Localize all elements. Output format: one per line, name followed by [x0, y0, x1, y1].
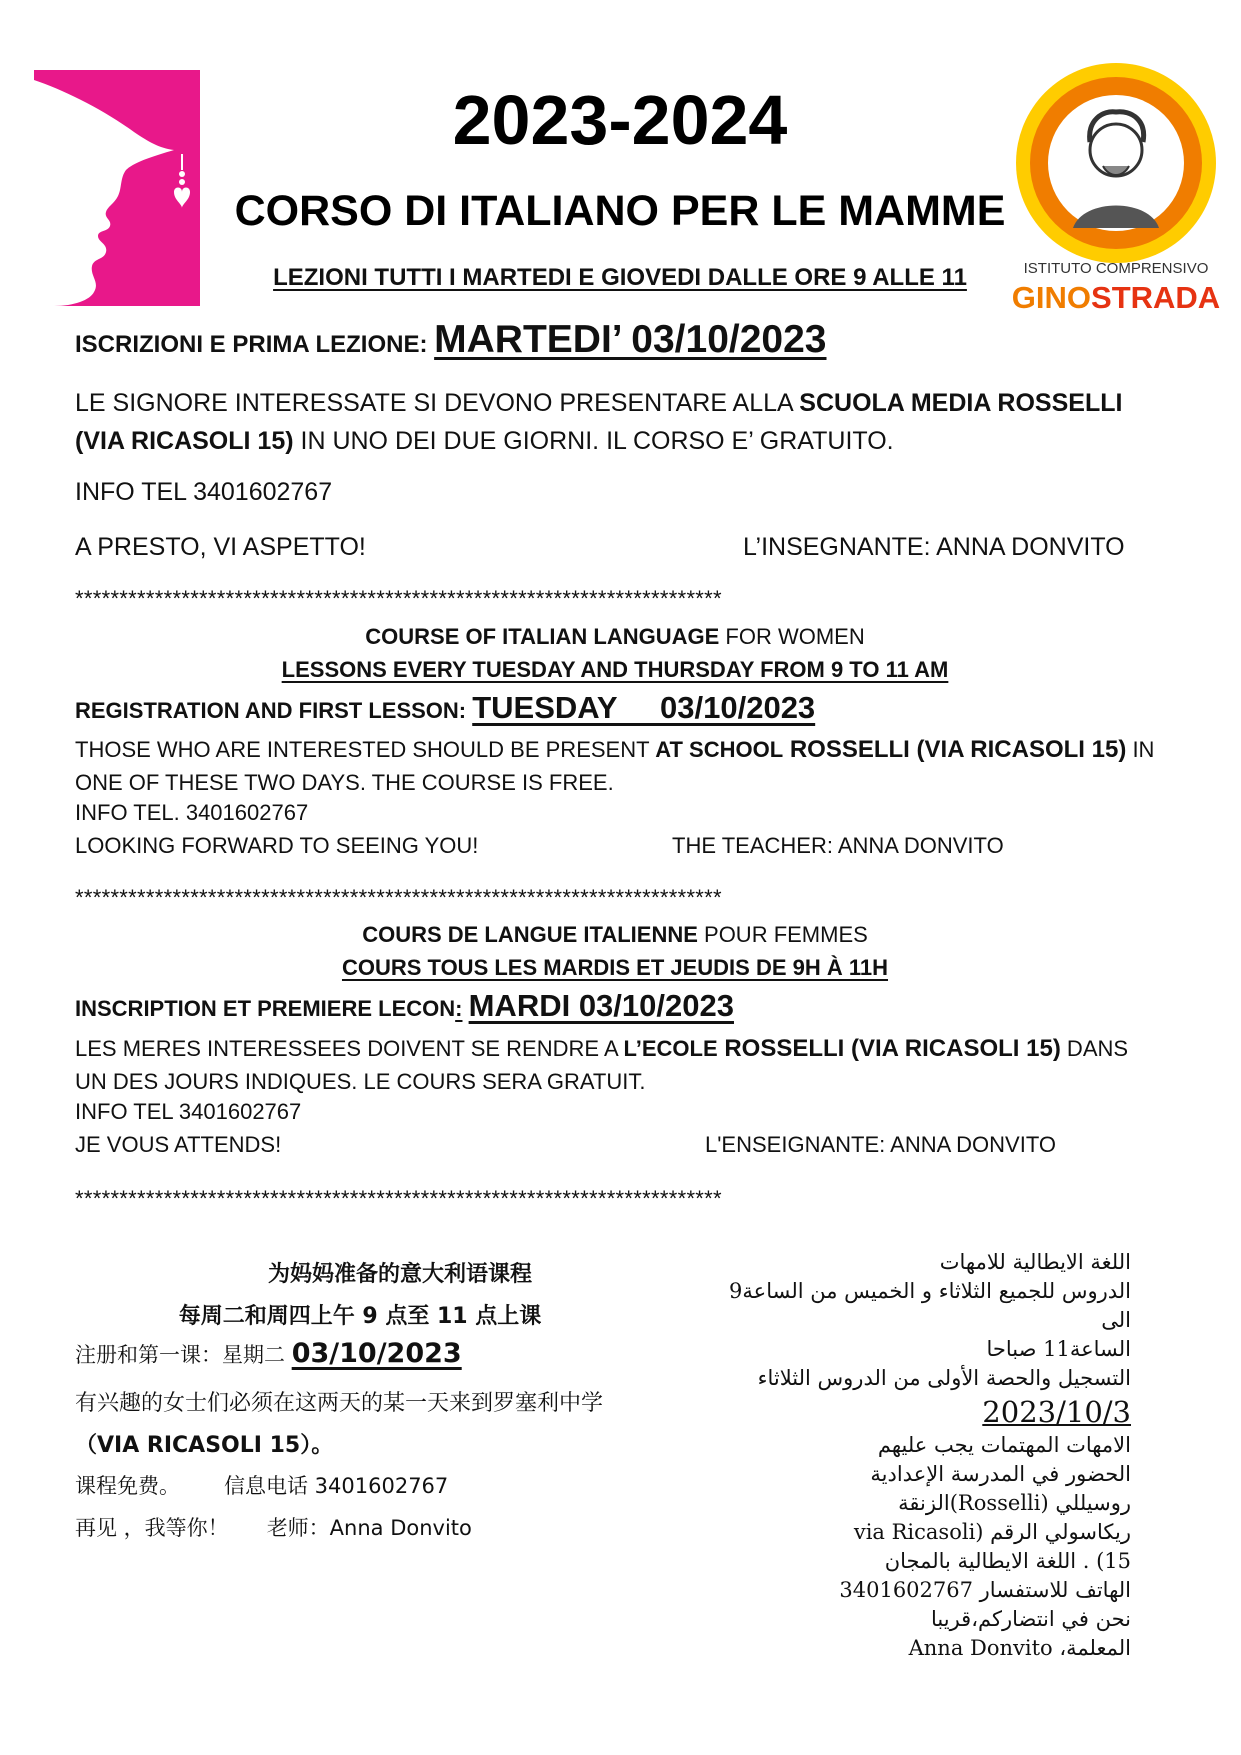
teacher-zh: 老师：Anna Donvito: [266, 1516, 472, 1540]
arabic-schedule-end: الساعة11 صباحا: [986, 1337, 1131, 1361]
registration-date-fr: MARDI 03/10/2023: [468, 988, 734, 1023]
school-logo-gino: GINO: [1011, 280, 1092, 315]
arabic-body-5: 15) . اللغة الايطالية بالمجان: [884, 1549, 1131, 1573]
body-en-c: ROSSELLI (VIA RICASOLI 15): [783, 736, 1127, 763]
registration-date-zh: 03/10/2023: [291, 1338, 462, 1369]
title-en-rest: FOR WOMEN: [719, 624, 865, 649]
schedule-zh: 每周二和周四上午 9 点至 11 点上课: [178, 1304, 542, 1329]
body-it-a: LE SIGNORE INTERESSATE SI DEVONO PRESENTARE ALLA: [75, 389, 800, 417]
arabic-schedule: الدروس للجميع الثلاثاء و الخميس من الساعة9 الى: [729, 1279, 1131, 1332]
course-schedule: LEZIONI TUTTI I MARTEDI E GIOVEDI DALLE ORE 9 ALLE 11: [273, 264, 967, 291]
registration-line-fr: [75, 988, 734, 1024]
registration-label-en: REGISTRATION AND FIRST LESSON:: [75, 698, 473, 723]
body-it-school: SCUOLA MEDIA ROSSELLI (VIA RICASOLI 15): [75, 389, 1123, 455]
arabic-teacher: المعلمة، Anna Donvito: [908, 1636, 1131, 1660]
school-logo-line1: ISTITUTO COMPRENSIVO: [1023, 260, 1209, 277]
arabic-body-1: الامهات المهتمات يجب عليهم: [877, 1433, 1131, 1457]
registration-line-zh: [75, 1338, 462, 1369]
arabic-section: [711, 1248, 1131, 1663]
body-en-d: IN ONE OF THESE TWO DAYS. THE COURSE IS FREE.: [75, 737, 1155, 795]
schedule-fr: COURS TOUS LES MARDIS ET JEUDIS DE 9H À 11H: [341, 955, 889, 980]
arabic-body-4: ريكاسولي الرقم (via Ricasoli: [853, 1520, 1131, 1544]
separator-line: *************************************************************************: [75, 586, 722, 611]
separator-line: *************************************************************************: [75, 885, 722, 910]
arabic-date: 2023/10/3: [982, 1395, 1131, 1429]
body-text-fr: [75, 1032, 1155, 1098]
school-year: 2023-2024: [452, 81, 788, 159]
registration-colon-fr: :: [455, 996, 463, 1021]
body-text-it: [75, 384, 1155, 460]
registration-label-zh: 注册和第一课：星期二: [75, 1343, 292, 1367]
teacher-it: L’INSEGNANTE: ANNA DONVITO: [743, 533, 1125, 561]
title-fr-bold: COURS DE LANGUE ITALIENNE: [362, 922, 698, 947]
teacher-en: THE TEACHER: ANNA DONVITO: [672, 833, 1004, 858]
svg-text:GINOSTRADA: [1012, 280, 1220, 315]
mamme-logo: [34, 70, 200, 306]
registration-date-it: MARTEDI’ 03/10/2023: [434, 318, 827, 361]
schedule-en: LESSONS EVERY TUESDAY AND THURSDAY FROM 9 TO 11 AM: [281, 657, 949, 682]
registration-date-en: TUESDAY 03/10/2023: [472, 690, 816, 725]
school-logo-strada: STRADA: [1091, 280, 1221, 315]
arabic-title: اللغة الايطالية للامهات: [939, 1250, 1131, 1274]
course-title: CORSO DI ITALIANO PER LE MAMME: [234, 187, 1006, 235]
registration-label-it: ISCRIZIONI E PRIMA LEZIONE:: [75, 331, 428, 358]
body-fr-d: DANS UN DES JOURS INDIQUES. LE COURS SERA GRATUIT.: [75, 1036, 1129, 1094]
info-phone-fr: INFO TEL 3401602767: [75, 1099, 302, 1124]
arabic-registration: التسجيل والحصة الأولى من الدروس الثلاثاء: [757, 1366, 1131, 1390]
title-fr-rest: POUR FEMMES: [697, 922, 868, 947]
address-zh: （VIA RICASOLI 15）。: [75, 1433, 334, 1458]
body-text-en: [75, 733, 1155, 799]
free-zh: 课程免费。: [75, 1474, 180, 1498]
school-logo: [1003, 58, 1229, 316]
course-title-zh: 为妈妈准备的意大利语课程: [267, 1262, 532, 1287]
body-fr-b: L’ECOLE: [623, 1036, 718, 1061]
arabic-info: الهاتف للاستفسار 3401602767: [839, 1578, 1131, 1602]
body-it-c: IN UNO DEI DUE GIORNI. IL CORSO E’ GRATUITO.: [293, 427, 894, 455]
registration-line-en: [75, 690, 815, 726]
body-fr-c: ROSSELLI (VIA RICASOLI 15): [717, 1035, 1061, 1062]
info-line-zh: [75, 1470, 448, 1500]
body-en-b: AT SCHOOL: [655, 737, 784, 762]
course-title-fr: [75, 922, 1155, 948]
body-fr-a: LES MERES INTERESSEES DOIVENT SE RENDRE A: [75, 1036, 624, 1061]
arabic-body-3: روسيللي (Rosselli)الزنقة: [898, 1491, 1131, 1515]
separator-line: *************************************************************************: [75, 1186, 722, 1211]
info-phone-it: INFO TEL 3401602767: [75, 478, 333, 506]
farewell-zh: 再见 ，我等你！: [75, 1516, 229, 1540]
arabic-farewell: نحن في انتضاركم،قريبا: [930, 1607, 1131, 1631]
title-en-bold: COURSE OF ITALIAN LANGUAGE: [365, 624, 720, 649]
arabic-body-2: الحضور في المدرسة الإعدادية: [870, 1462, 1131, 1486]
farewell-en: LOOKING FORWARD TO SEEING YOU!: [75, 833, 479, 858]
info-phone-zh: 信息电话 3401602767: [224, 1474, 449, 1498]
farewell-line-zh: [75, 1512, 472, 1542]
course-title-en: [75, 624, 1155, 650]
info-phone-en: INFO TEL. 3401602767: [75, 800, 309, 825]
body-en-a: THOSE WHO ARE INTERESTED SHOULD BE PRESENT: [75, 737, 656, 762]
body-text-zh: 有兴趣的女士们必须在这两天的某一天来到罗塞利中学: [75, 1391, 604, 1416]
farewell-fr: JE VOUS ATTENDS!: [75, 1132, 282, 1157]
farewell-it: A PRESTO, VI ASPETTO!: [75, 533, 366, 561]
teacher-fr: L'ENSEIGNANTE: ANNA DONVITO: [705, 1132, 1056, 1157]
registration-label-fr: INSCRIPTION ET PREMIERE LECON: [75, 996, 456, 1021]
registration-line-it: [75, 318, 827, 362]
